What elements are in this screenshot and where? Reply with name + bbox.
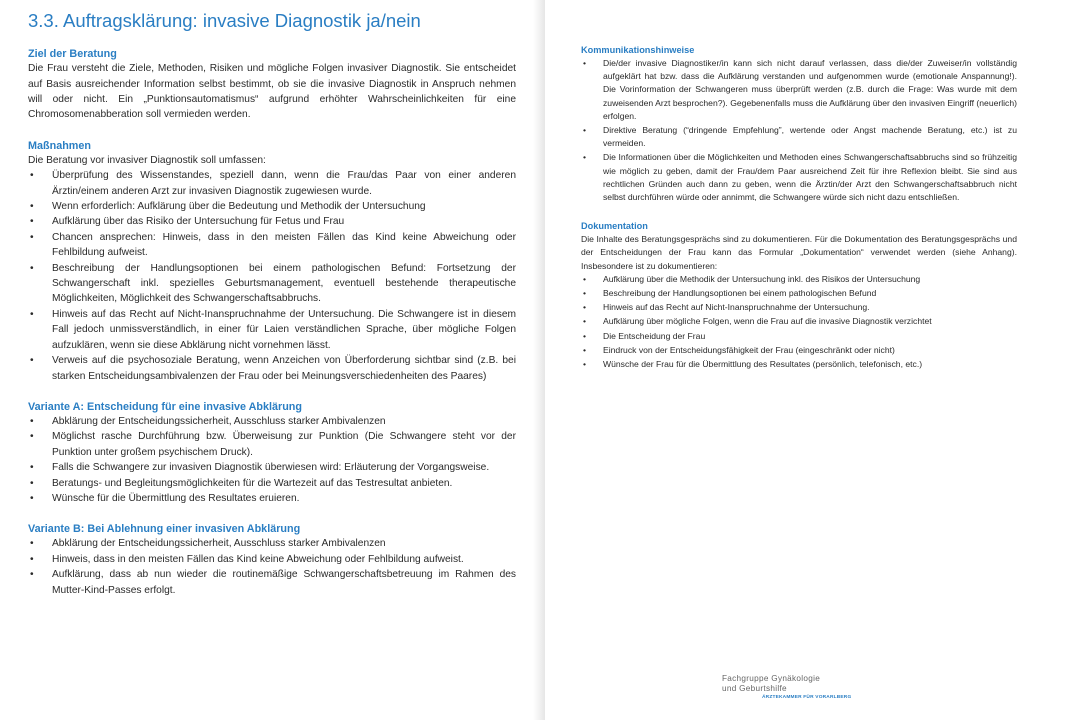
bullet-icon: • xyxy=(30,201,34,213)
section-heading-kommunikation: Kommunikationshinweise xyxy=(581,45,695,55)
bullet-icon: • xyxy=(30,492,34,504)
list-item: • Abklärung der Entscheidungssicherheit, Ausschluss starker Ambivalenzen xyxy=(28,536,516,551)
footer-line-1: Fachgruppe Gynäkologie xyxy=(722,674,821,683)
bullet-icon: • xyxy=(583,359,587,370)
list-item: • Möglichst rasche Durchführung bzw. Überweisung zur Punktion (Die Schwangere steht vor der Punktion unter großem psychischem Druck). xyxy=(30,431,516,458)
section-variante-a xyxy=(28,400,516,506)
footer-organization: ÄRZTEKAMMER FÜR VORARLBERG xyxy=(762,695,852,700)
section-heading-variante-b: Variante B: Bei Ablehnung einer invasiven Abklärung xyxy=(28,523,301,536)
paragraph-dokumentation-intro: Die Inhalte des Beratungsgesprächs sind zu dokumentieren. Für die Dokumentation des Beratungsgesprächs und der Entscheidungen der Frau kann das Formular „Dokumentation“ verwendet werden (siehe Anhang). Insbesondere ist zu dokumentieren: xyxy=(581,234,1017,271)
right-column xyxy=(581,44,1017,387)
list-item: • Wünsche der Frau für die Übermittlung des Resultates (persönlich, telefonisch, etc.) xyxy=(581,358,1017,371)
bullet-list-variante-a xyxy=(28,414,516,506)
bullet-icon: • xyxy=(30,231,34,243)
list-item: • Chancen ansprechen: Hinweis, dass in den meisten Fällen das Kind keine Abweichung oder Fehlbildung aufweist. xyxy=(30,231,516,259)
bullet-list-kommunikation xyxy=(581,57,1017,204)
bullet-icon: • xyxy=(30,262,34,274)
bullet-icon: • xyxy=(583,58,587,68)
section-heading-dokumentation: Dokumentation xyxy=(581,221,648,232)
bullet-icon: • xyxy=(30,569,34,581)
bullet-icon: • xyxy=(30,431,34,443)
list-item: • Beschreibung der Handlungsoptionen bei einem pathologischen Befund xyxy=(581,287,1017,300)
bullet-icon: • xyxy=(583,344,587,355)
bullet-icon: • xyxy=(583,288,587,299)
bullet-icon: • xyxy=(30,538,34,550)
footer-logo xyxy=(722,674,862,701)
page-title: 3.3. Auftragsklärung: invasive Diagnostik ja/nein xyxy=(28,10,421,31)
list-item: • Überprüfung des Wissenstandes, speziell dann, wenn die Frau/das Paar von einer anderen Ärztin/einem anderen Arzt zur invasiven Diagnostik zugewiesen wurde. xyxy=(30,170,516,197)
list-item: • Die Informationen über die Möglichkeiten und Methoden eines Schwangerschaftsabbruchs sind so frühzeitig wie möglich zu geben, damit der Frau/dem Paar ausreichend Zeit für ihre Reflexion bleibt. Sie sind aus rechtlichen Gründen auch dann zu geben, wenn die Ärztin/der Arzt den Schwangerschaftsabbruch nicht selbst durchführen würde oder annimmt, die Schwangere würde sich nicht dazu entschließen. xyxy=(583,152,1017,203)
list-item: • Aufklärung über die Methodik der Untersuchung inkl. des Risikos der Untersuchung xyxy=(581,273,1017,286)
section-heading-ziel: Ziel der Beratung xyxy=(28,48,117,61)
footer-line-2: und Geburtshilfe xyxy=(722,684,787,693)
section-massnahmen xyxy=(28,139,516,384)
bullet-icon: • xyxy=(583,302,587,313)
section-heading-massnahmen: Maßnahmen xyxy=(28,139,91,152)
list-item: • Falls die Schwangere zur invasiven Diagnostik überwiesen wird: Erläuterung der Vorgangsweise. xyxy=(28,460,516,475)
list-item: • Beratungs- und Begleitungsmöglichkeiten für die Wartezeit auf das Testresultat anbieten. xyxy=(28,476,516,491)
list-item: • Die Entscheidung der Frau xyxy=(581,330,1017,343)
paragraph-massnahmen-intro: Die Beratung vor invasiver Diagnostik soll umfassen: xyxy=(28,154,266,166)
bullet-icon: • xyxy=(583,316,587,327)
list-item: • Aufklärung über mögliche Folgen, wenn die Frau auf die invasive Diagnostik verzichtet xyxy=(581,315,1017,328)
bullet-icon: • xyxy=(583,125,587,136)
bullet-icon: • xyxy=(30,355,34,367)
bullet-icon: • xyxy=(30,216,34,228)
list-item: • Die/der invasive Diagnostiker/in kann sich nicht darauf verlassen, dass die/der Zuweiser/in vollständig aufgeklärt hat bzw. dass die Aufklärung verstanden und aufgenommen wurde (emotionale Anspannung!). Die Vorinformation der Schwangeren muss überprüft werden (z.B. durch die Frage: Was wurde mit dem zuweisenden Arzt besprochen?). Gegebenenfalls muss die Aufklärung über den invasiven Eingriff (neuerlich) erfolgen. xyxy=(583,58,1017,121)
list-item: • Aufklärung, dass ab nun wieder die routinemäßige Schwangerschaftsbetreuung im Rahmen des Mutter-Kind-Passes erfolgt. xyxy=(30,569,516,596)
section-variante-b xyxy=(28,522,516,598)
section-ziel xyxy=(28,47,516,123)
section-kommunikation xyxy=(581,44,1017,204)
page-edge-shadow xyxy=(533,0,545,720)
list-item: • Abklärung der Entscheidungssicherheit, Ausschluss starker Ambivalenzen xyxy=(28,414,516,429)
list-item: • Verweis auf die psychosoziale Beratung, wenn Anzeichen von Überforderung sichtbar sind (z.B. bei starken Entscheidungsambivalenzen der Frau oder bei Meinungsverschiedenheiten des Paares) xyxy=(30,355,516,382)
list-item: • Hinweis auf das Recht auf Nicht-Inanspruchnahme der Untersuchung. Die Schwangere ist in diesem Fall jedoch unmissverständlich, in einer für Laien verständlichen Sprache, über mögliche Folgen aufzuklären, wenn sie diese Abklärung nicht vornehmen lässt. xyxy=(30,308,516,351)
bullet-icon: • xyxy=(30,553,34,565)
list-item: • Direktive Beratung (“dringende Empfehlung”, wertende oder Angst machende Beratung, etc.) ist zu vermeiden. xyxy=(583,125,1017,149)
bullet-list-dokumentation xyxy=(581,273,1017,371)
section-heading-variante-a: Variante A: Entscheidung für eine invasive Abklärung xyxy=(28,400,302,413)
left-column xyxy=(28,10,516,614)
list-item: • Hinweis auf das Recht auf Nicht-Inanspruchnahme der Untersuchung. xyxy=(581,301,1017,314)
bullet-icon: • xyxy=(30,415,34,427)
bullet-icon: • xyxy=(583,152,587,163)
list-item: • Wünsche für die Übermittlung des Resultates eruieren. xyxy=(28,491,516,506)
list-item: • Beschreibung der Handlungsoptionen bei einem pathologischen Befund: Fortsetzung der Schwangerschaft inkl. spezielles Geburtsmanagement, eventuell bestehende therapeutische Möglichkeiten, Möglichkeit des Schwangerschaftsabbruchs. xyxy=(30,262,516,305)
paragraph-ziel: Die Frau versteht die Ziele, Methoden, Risiken und mögliche Folgen invasiver Diagnostik. Sie entscheidet auf Basis ausreichender Information selbst bestimmt, ob sie die invasive Diagnostik in Anspruch nehmen will oder nicht. Ein „Punktionsautomatismus“ aufgrund erhöhter Wahrscheinlichkeiten für eine Chromosomenabberation soll vermieden werden. xyxy=(28,63,516,121)
bullet-icon: • xyxy=(583,273,587,284)
list-item: • Eindruck von der Entscheidungsfähigkeit der Frau (eingeschränkt oder nicht) xyxy=(581,344,1017,357)
list-item: • Wenn erforderlich: Aufklärung über die Bedeutung und Methodik der Untersuchung xyxy=(28,199,516,214)
bullet-icon: • xyxy=(30,477,34,489)
section-dokumentation xyxy=(581,220,1017,371)
bullet-icon: • xyxy=(30,308,34,320)
bullet-list-massnahmen xyxy=(28,168,516,384)
list-item: • Hinweis, dass in den meisten Fällen das Kind keine Abweichung oder Fehlbildung aufweist. xyxy=(28,552,516,567)
list-item: • Aufklärung über das Risiko der Untersuchung für Fetus und Frau xyxy=(28,214,516,229)
bullet-list-variante-b xyxy=(28,536,516,598)
bullet-icon: • xyxy=(583,330,587,341)
bullet-icon: • xyxy=(30,462,34,474)
bullet-icon: • xyxy=(30,170,34,182)
